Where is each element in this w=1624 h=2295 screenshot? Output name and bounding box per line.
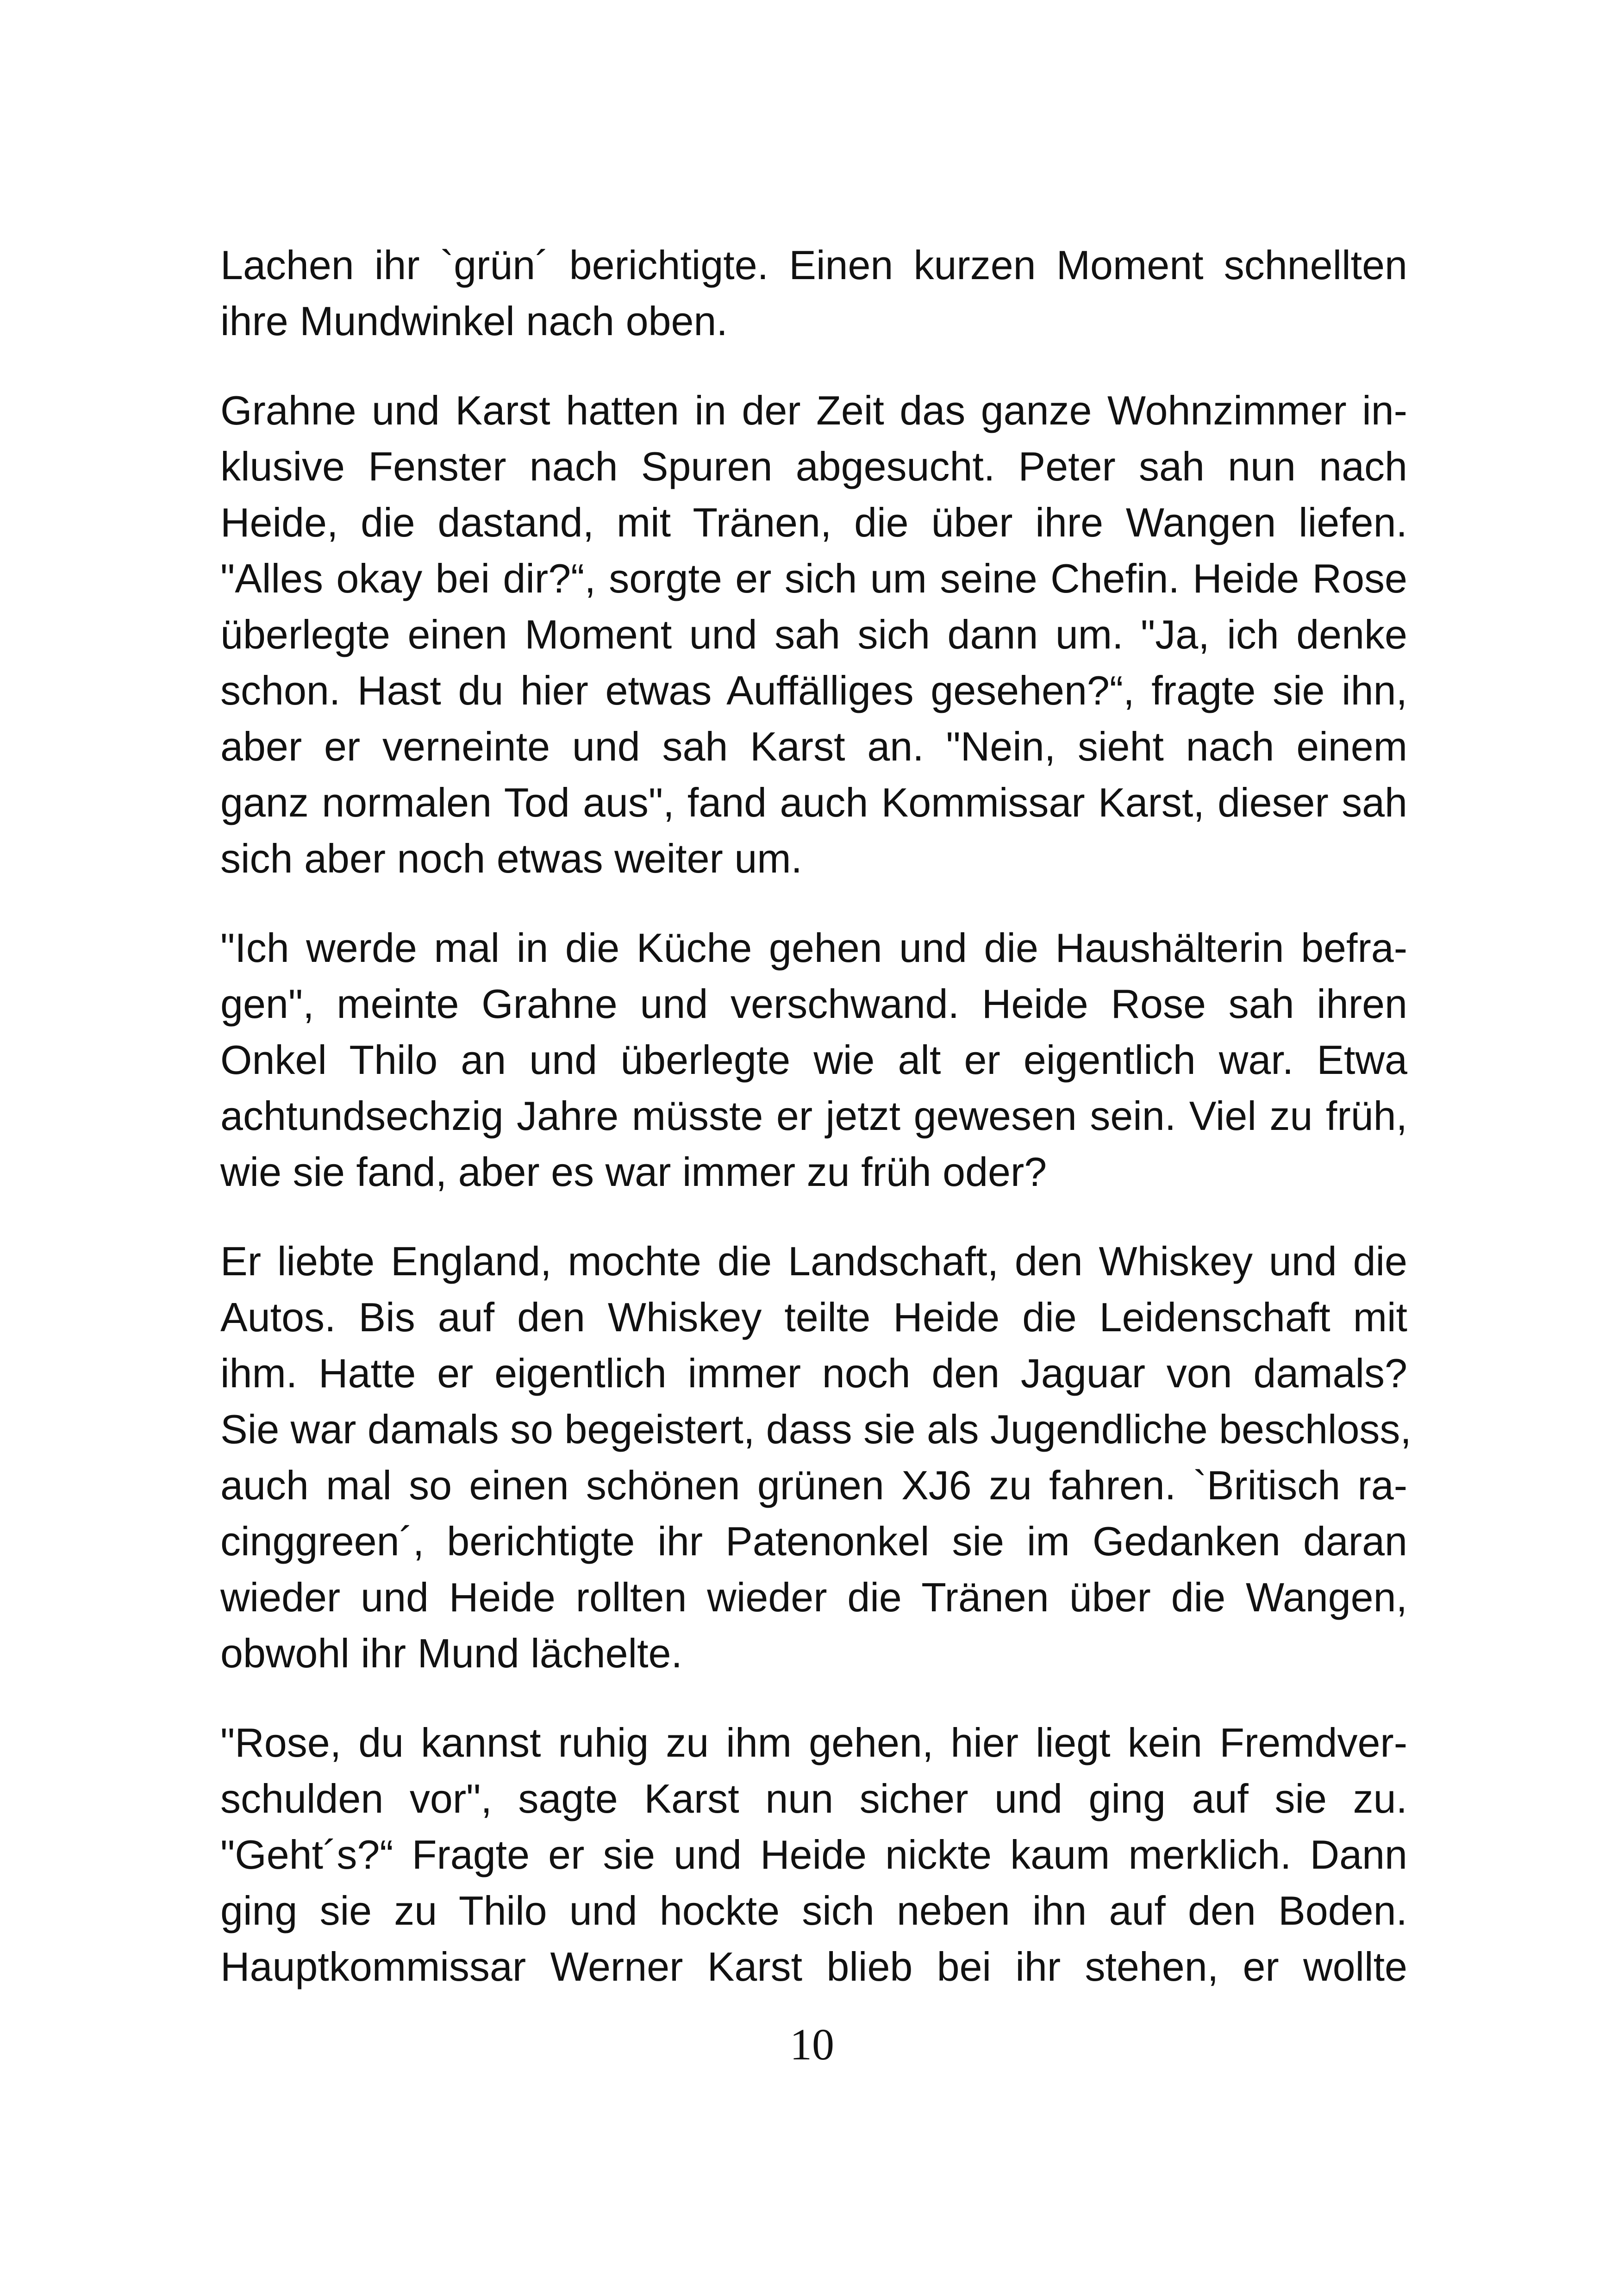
text-line: Onkel Thilo an und überlegte wie alt er eigentlich war. Etwa: [220, 1037, 1407, 1083]
text-line: ihre Mundwinkel nach oben.: [220, 298, 728, 344]
text-line: "Alles okay bei dir?“, sorgte er sich um seine Chefin. Heide Rose: [220, 555, 1407, 601]
text-line: sich aber noch etwas weiter um.: [220, 836, 803, 881]
text-line: obwohl ihr Mund lächelte.: [220, 1630, 682, 1676]
paragraph-4: [220, 1233, 1412, 1681]
paragraph-5: [220, 1715, 1407, 1995]
text-line: Lachen ihr `grün´ berichtigte. Einen kurzen Moment schnellten: [220, 242, 1407, 288]
text-line: Hauptkommissar Werner Karst blieb bei ihr stehen, er wollte: [220, 1944, 1407, 1989]
text-line: Autos. Bis auf den Whiskey teilte Heide die Leidenschaft mit: [220, 1294, 1407, 1340]
text-line: Sie war damals so begeistert, dass sie als Jugendliche beschloss,: [220, 1406, 1412, 1452]
text-line: ihm. Hatte er eigentlich immer noch den Jaguar von damals?: [220, 1350, 1407, 1396]
paragraph-2: [220, 382, 1407, 886]
text-line: auch mal so einen schönen grünen XJ6 zu fahren. `Britisch ra-: [220, 1462, 1407, 1508]
text-line: "Ich werde mal in die Küche gehen und die Haushälterin befra-: [220, 925, 1407, 971]
text-line: klusive Fenster nach Spuren abgesucht. Peter sah nun nach: [220, 443, 1407, 489]
text-line: überlegte einen Moment und sah sich dann um. "Ja, ich denke: [220, 611, 1407, 657]
text-line: wie sie fand, aber es war immer zu früh oder?: [220, 1149, 1047, 1195]
body-text: [220, 237, 1412, 1995]
text-line: "Geht´s?“ Fragte er sie und Heide nickte kaum merklich. Dann: [220, 1832, 1407, 1877]
text-line: ging sie zu Thilo und hockte sich neben ihn auf den Boden.: [220, 1888, 1407, 1933]
text-line: aber er verneinte und sah Karst an. "Nein, sieht nach einem: [220, 723, 1407, 769]
paragraph-3: [220, 920, 1407, 1200]
text-line: achtundsechzig Jahre müsste er jetzt gewesen sein. Viel zu früh,: [220, 1093, 1407, 1139]
text-line: wieder und Heide rollten wieder die Tränen über die Wangen,: [220, 1574, 1407, 1620]
text-line: Grahne und Karst hatten in der Zeit das ganze Wohnzimmer in-: [220, 387, 1407, 433]
text-line: gen", meinte Grahne und verschwand. Heide Rose sah ihren: [220, 981, 1407, 1027]
text-line: cinggreen´, berichtigte ihr Patenonkel sie im Gedanken daran: [220, 1518, 1407, 1564]
text-line: schon. Hast du hier etwas Auffälliges gesehen?“, fragte sie ihn,: [220, 667, 1407, 713]
page-number: 10: [790, 2020, 834, 2069]
text-line: Er liebte England, mochte die Landschaft, den Whiskey und die: [220, 1238, 1407, 1284]
text-line: schulden vor", sagte Karst nun sicher und ging auf sie zu.: [220, 1776, 1407, 1821]
text-line: "Rose, du kannst ruhig zu ihm gehen, hier liegt kein Fremdver-: [220, 1720, 1407, 1765]
paragraph-1: [220, 237, 1407, 349]
text-line: ganz normalen Tod aus", fand auch Kommissar Karst, dieser sah: [220, 780, 1407, 825]
text-line: Heide, die dastand, mit Tränen, die über ihre Wangen liefen.: [220, 499, 1407, 545]
